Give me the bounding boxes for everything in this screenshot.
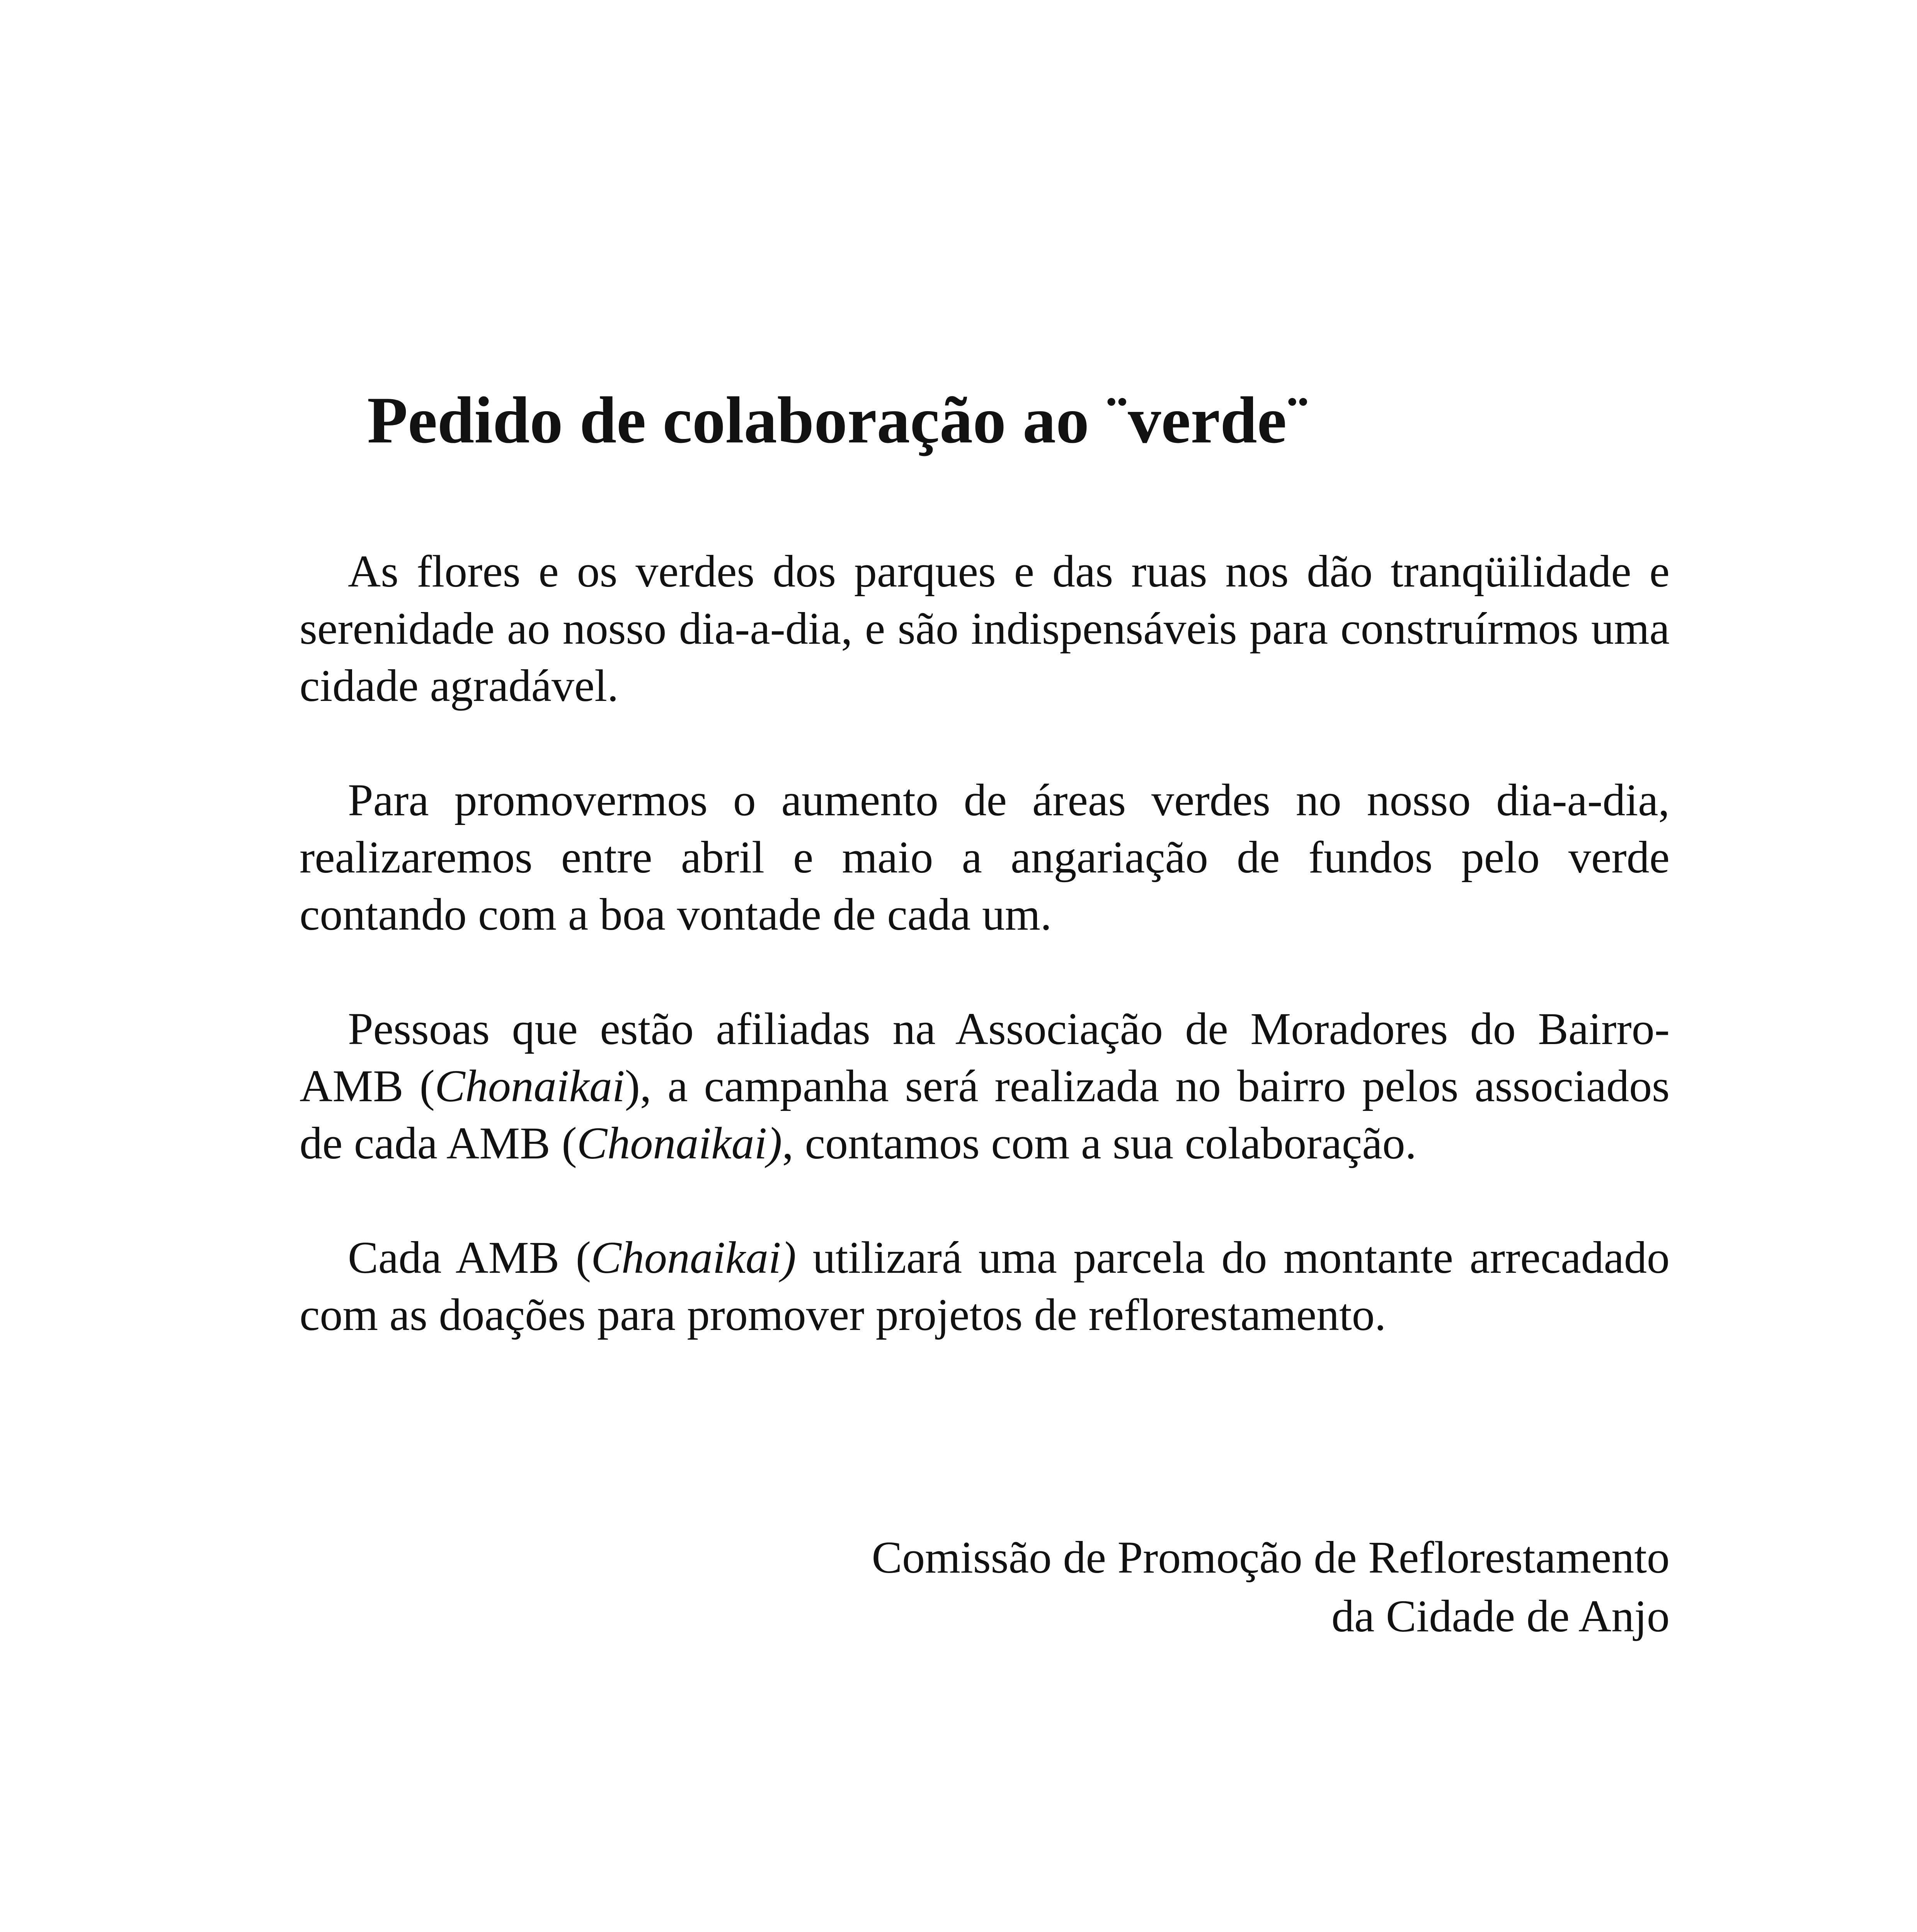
paragraph-2: Para promovermos o aumento de áreas verdes no nosso dia-a-dia, realizaremos entre abril e maio a angariação de fundos pelo verde contando com a boa vontade de cada um.	[300, 775, 1670, 940]
paragraph-3-text-e: , contamos com a sua colaboração.	[782, 1118, 1417, 1168]
document-title: Pedido de colaboração ao ¨verde¨	[367, 384, 1309, 457]
paragraph-3-text-a: Pessoas que estão afiliadas na Associação de Moradores do Bairro-AMB (	[300, 1003, 1670, 1111]
paragraph-3	[300, 1000, 1670, 1172]
signature-block	[734, 1528, 1670, 1646]
paragraph-4	[300, 1229, 1670, 1344]
paragraph-3-chonaikai-2: Chonaikai)	[577, 1118, 782, 1168]
paragraph-3-text-c: ), a campanha será realizada no bairro pelos associados de cada AMB (	[300, 1061, 1670, 1168]
paragraph-4-text-a: Cada AMB (	[348, 1232, 591, 1283]
paragraph-3-chonaikai-1: Chonaikai	[434, 1061, 625, 1111]
paragraph-4-chonaikai: Chonaikai)	[591, 1232, 797, 1283]
paragraph-1: As flores e os verdes dos parques e das ruas nos dão tranqüilidade e serenidade ao nosso dia-a-dia, e são indispensáveis para construírmos uma cidade agradável.	[300, 546, 1670, 711]
document-body	[300, 543, 1670, 1401]
paragraph-4-text-c: utilizará uma parcela do montante arrecadado com as doações para promover projetos de reflorestamento.	[300, 1232, 1670, 1340]
signature-line-2: da Cidade de Anjo	[1331, 1591, 1670, 1641]
signature-line-1: Comissão de Promoção de Reflorestamento	[872, 1532, 1670, 1583]
